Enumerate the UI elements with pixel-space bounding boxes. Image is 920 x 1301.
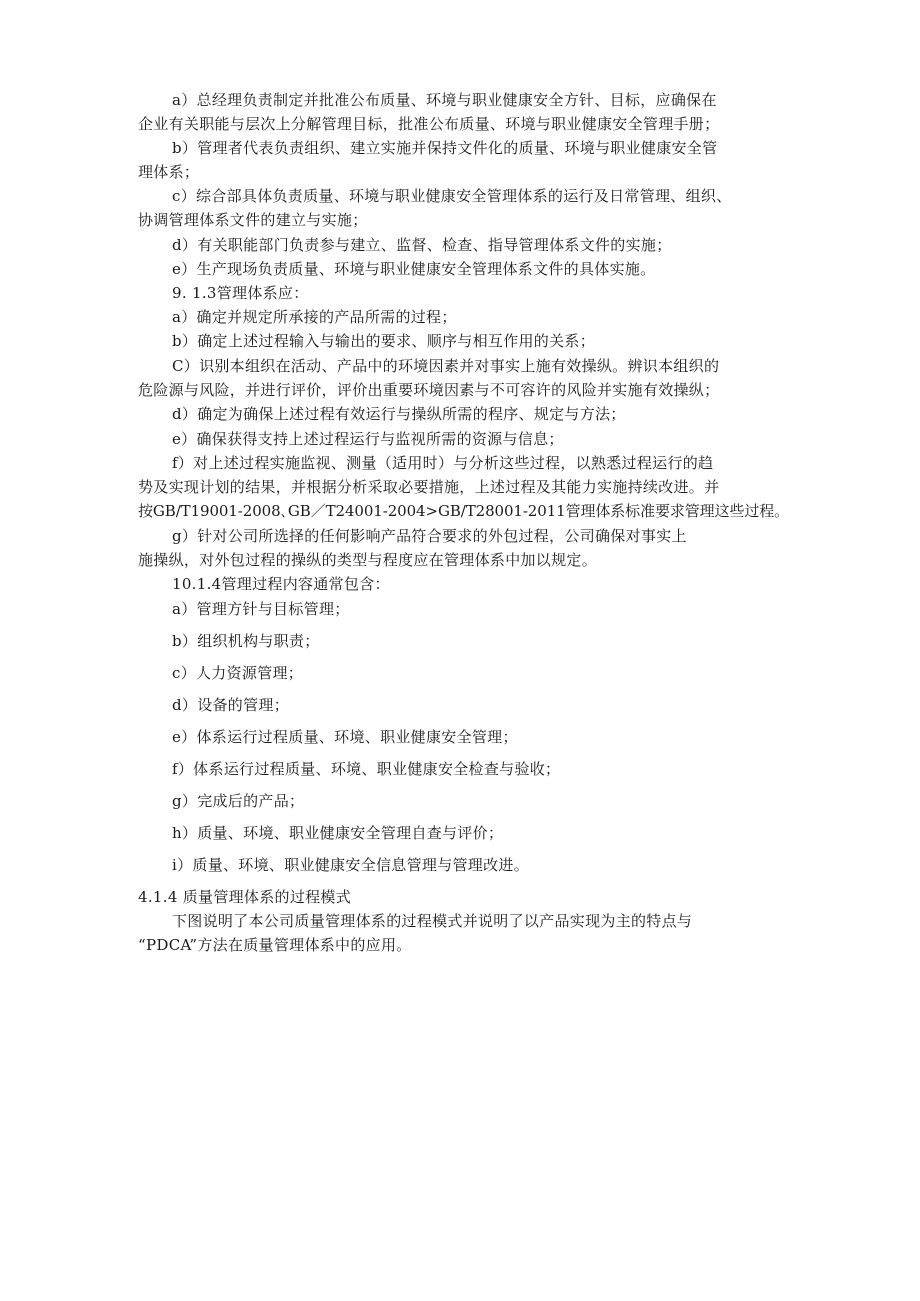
text-line: e）确保获得支持上述过程运行与监视所需的资源与信息； xyxy=(172,430,564,448)
text-line: c）综合部具体负责质量、环境与职业健康安全管理体系的运行及日常管理、组织、 xyxy=(172,187,732,205)
text-line: 下图说明了本公司质量管理体系的过程模式并说明了以产品实现为主的特点与 xyxy=(172,912,693,930)
text-line: C）识别本组织在活动、产品中的环境因素并对事实上施有效操纵。辨识本组织的 xyxy=(172,357,720,375)
text-line: 危险源与风险，并进行评价，评价出重要环境因素与不可容许的风险并实施有效操纵； xyxy=(138,381,720,399)
text-line: a）确定并规定所承接的产品所需的过程； xyxy=(172,308,457,326)
text-line: 势及实现计划的结果，并根据分析采取必要措施，上述过程及其能力实施持续改进。并 xyxy=(138,478,720,496)
list-item: g）完成后的产品； xyxy=(172,792,305,810)
list-item: a）管理方针与目标管理； xyxy=(172,600,350,618)
section-heading: 4.1.4 质量管理体系的过程模式 xyxy=(138,888,352,906)
text-line: 施操纵，对外包过程的操纵的类型与程度应在管理体系中加以规定。 xyxy=(138,551,598,569)
text-line: b）确定上述过程输入与输出的要求、顺序与相互作用的关系； xyxy=(172,332,596,350)
text-line: 企业有关职能与层次上分解管理目标，批准公布质量、环境与职业健康安全管理手册； xyxy=(138,115,720,133)
list-item: c）人力资源管理； xyxy=(172,664,304,682)
text-line: b）管理者代表负责组织、建立实施并保持文件化的质量、环境与职业健康安全管 xyxy=(172,139,718,157)
list-item: b）组织机构与职责； xyxy=(172,632,320,650)
list-item: h）质量、环境、职业健康安全管理自查与评价； xyxy=(172,824,504,842)
list-item: i）质量、环境、职业健康安全信息管理与管理改进。 xyxy=(172,856,529,874)
text-line: 按GB/T19001-2008､GB／T24001-2004>GB/T28001-2011管理体系标准要求管理这些过程。 xyxy=(138,502,790,520)
list-item: e）体系运行过程质量、环境、职业健康安全管理； xyxy=(172,728,518,746)
text-line: e）生产现场负责质量、环境与职业健康安全管理体系文件的具体实施。 xyxy=(172,260,656,278)
section-heading: 10.1.4管理过程内容通常包含： xyxy=(172,575,390,593)
text-line: f）对上述过程实施监视、测量（适用时）与分析这些过程，以熟悉过程运行的趋 xyxy=(172,454,714,472)
text-line: g）针对公司所选择的任何影响产品符合要求的外包过程，公司确保对事实上 xyxy=(172,527,687,545)
section-heading: 9. 1.3管理体系应： xyxy=(172,284,309,302)
text-line: d）确定为确保上述过程有效运行与操纵所需的程序、规定与方法； xyxy=(172,405,626,423)
text-line: 理体系； xyxy=(138,163,200,181)
text-line: “PDCA”方法在质量管理体系中的应用。 xyxy=(138,936,412,954)
text-line: a）总经理负责制定并批准公布质量、环境与职业健康安全方针、目标，应确保在 xyxy=(172,91,717,109)
text-line: 协调管理体系文件的建立与实施； xyxy=(138,211,368,229)
list-item: f）体系运行过程质量、环境、职业健康安全检查与验收； xyxy=(172,760,561,778)
text-line: d）有关职能部门负责参与建立、监督、检查、指导管理体系文件的实施； xyxy=(172,236,672,254)
list-item: d）设备的管理； xyxy=(172,696,290,714)
